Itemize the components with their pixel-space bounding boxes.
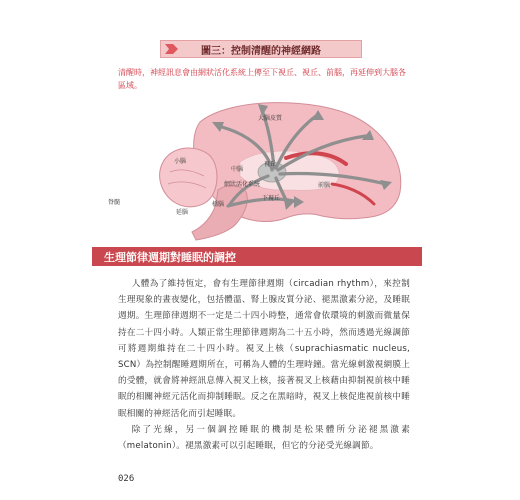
label-midbrain: 中腦 (231, 166, 244, 173)
label-medulla: 延腦 (176, 209, 189, 216)
brain-svg (100, 92, 410, 242)
section-heading-bar (92, 247, 422, 266)
figure-title-text: 圖三：控制清醒的神經網路 (201, 45, 321, 57)
cerebellum-shape (160, 148, 217, 207)
label-spinal: 脊髓 (108, 199, 121, 206)
paragraph-2: 除了光線，另一個調控睡眠的機制是松果體所分泌褪黑激素（melatonin）。褪黑激素可以引起睡眠，但它的分泌受光線調節。 (118, 424, 410, 452)
label-reticular: 網狀活化系統 (224, 181, 261, 188)
brain-diagram (100, 92, 410, 242)
label-forebrain: 前腦 (318, 182, 331, 189)
figure-title (160, 40, 362, 58)
paragraph-1: 人體為了維持恆定，會有生理節律週期（circadian rhythm），來控制生理現象的晝夜變化，包括體溫、腎上腺皮質分泌、褪黑激素分泌，及睡眠週期。生理節律週期不一定是二十四小時整，通常會依環境的刺激而微量保持在二十四小時。人類正常生理節律週期為二十五小時，然而透過光線調節可將週期維持在二十四小時。視叉上核（suprachiasmatic nucleus, SCN）為控制醒睡週期所在，可稱為人體的生理時鐘。當光線刺激視網膜上的受體，就會將神經訊息傳入視叉上核，接著視叉上核藉由抑制視前核中睡眠的相關神經元活化而抑制睡眠。反之在黑暗時，視叉上核促進視前核中睡眠相關的神經活化而引起睡眠。 (118, 279, 410, 419)
label-pons: 橋腦 (212, 201, 225, 208)
body-text (118, 276, 410, 454)
label-cerebellum: 小腦 (174, 158, 187, 165)
page-number: 026 (118, 474, 135, 484)
label-thalamus: 視丘 (264, 161, 277, 168)
arrow-icon (165, 44, 179, 54)
label-cerebral-cortex: 大腦皮質 (258, 115, 283, 122)
label-hypothalamus: 下視丘 (262, 195, 281, 202)
figure-caption: 清醒時，神經訊息會由網狀活化系統上傳至下視丘、視丘、前腦，再延伸到大腦各區域。 (118, 68, 406, 90)
section-heading: 生理節律週期對睡眠的調控 (104, 251, 236, 264)
